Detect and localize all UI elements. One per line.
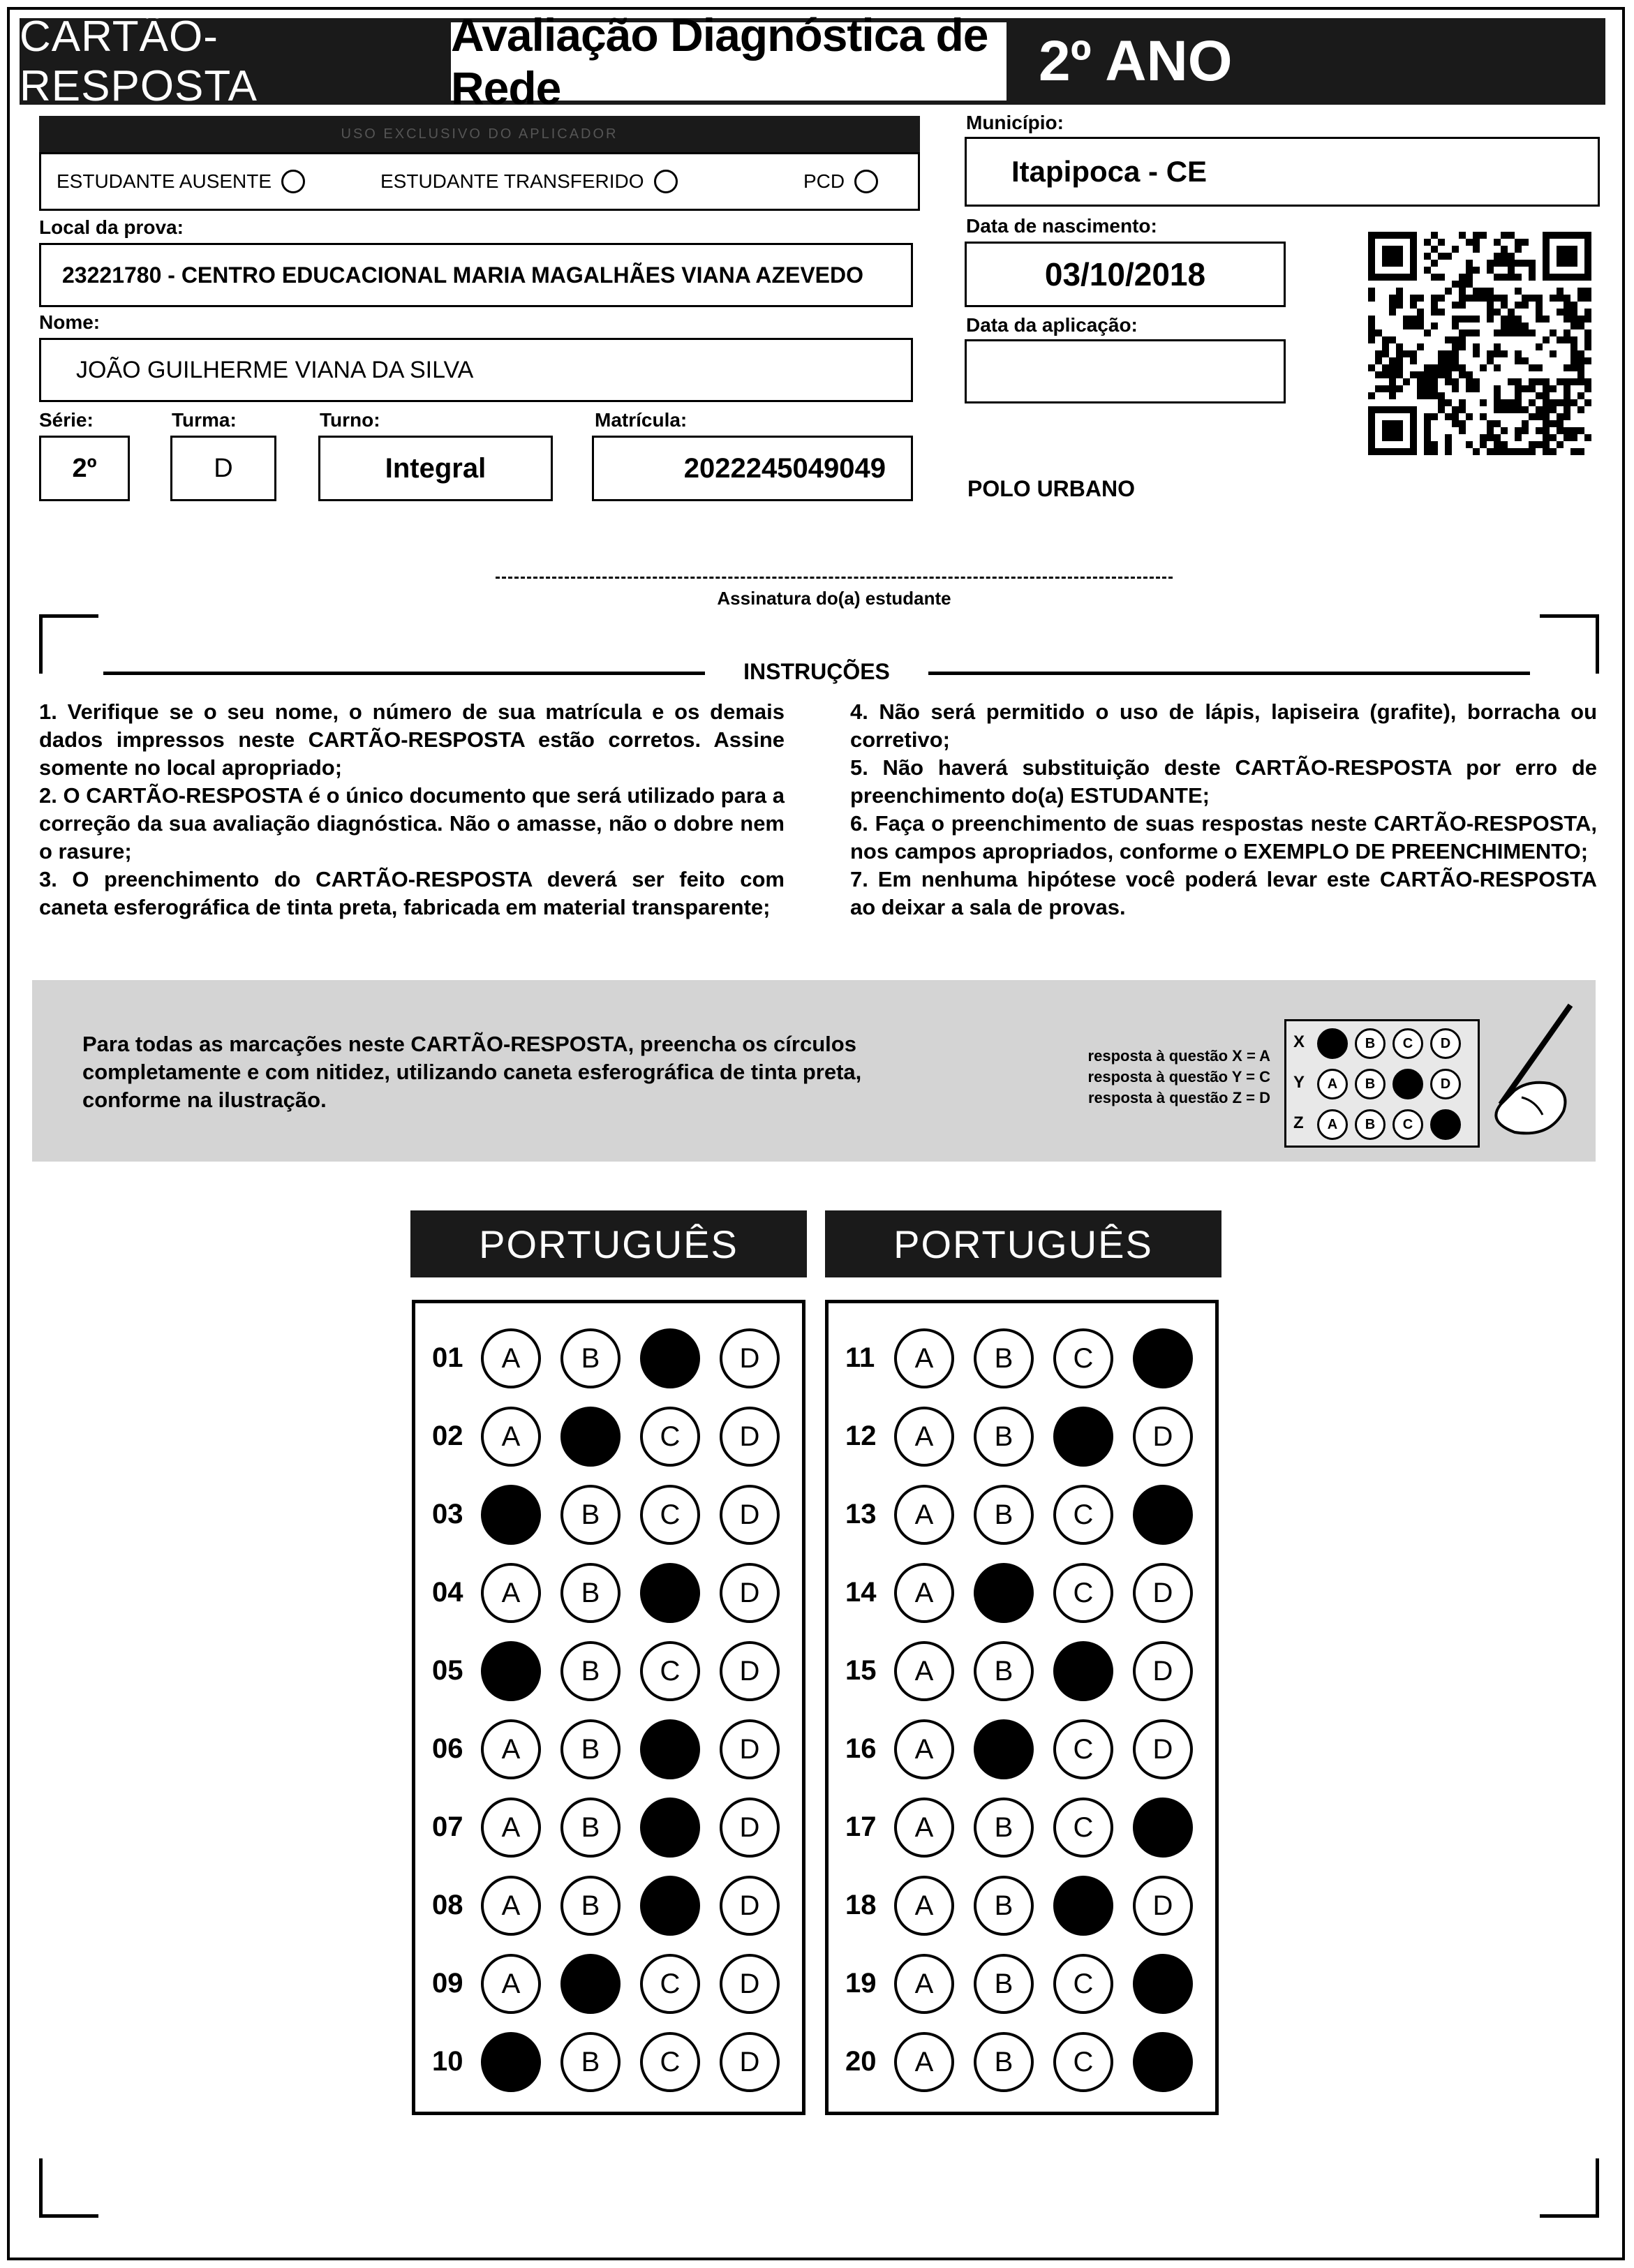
serie-label: Série:	[39, 409, 94, 431]
question-row-16	[829, 1719, 1215, 1782]
bubble-14-b[interactable]	[974, 1563, 1034, 1623]
instruction-5: 5. Não haverá substituição deste CARTÃO-RESPOSTA por erro de preenchimento do(a) ESTUDANTE;	[850, 755, 1597, 808]
serie-value: 2º	[72, 453, 97, 483]
qr-code-icon	[1368, 232, 1591, 455]
example-row-label: Z	[1293, 1113, 1304, 1132]
example-bubble-y-a: A	[1317, 1069, 1348, 1099]
example-bubble-x-a	[1317, 1028, 1348, 1059]
question-number: 01	[432, 1342, 463, 1373]
bubble-12-b[interactable]: B	[974, 1407, 1034, 1467]
question-row-09	[415, 1954, 802, 2017]
instruction-7: 7. Em nenhuma hipótese você poderá levar este CARTÃO-RESPOSTA ao deixar a sala de provas.	[850, 867, 1597, 919]
nascimento-value: 03/10/2018	[1044, 256, 1206, 292]
bubble-04-b[interactable]: B	[560, 1563, 621, 1623]
nascimento-box	[965, 242, 1286, 307]
absent-circle[interactable]	[281, 170, 305, 193]
question-number: 13	[845, 1499, 877, 1529]
bubble-19-a[interactable]: A	[894, 1954, 954, 2014]
bubble-19-d[interactable]	[1133, 1954, 1193, 2014]
bubble-08-d[interactable]: D	[720, 1876, 780, 1936]
question-row-17	[829, 1798, 1215, 1860]
instruction-3: 3. O preenchimento do CARTÃO-RESPOSTA deverá ser feito com caneta esferográfica de tinta preta, fabricada em material transparente;	[39, 867, 785, 919]
bubble-04-a[interactable]: A	[481, 1563, 541, 1623]
pcd-circle[interactable]	[854, 170, 878, 193]
question-number: 16	[845, 1733, 877, 1764]
question-row-03	[415, 1485, 802, 1548]
legend-z: resposta à questão Z = D	[1087, 1089, 1270, 1106]
bubble-12-c[interactable]	[1053, 1407, 1113, 1467]
bubble-06-b[interactable]: B	[560, 1719, 621, 1779]
bubble-10-d[interactable]: D	[720, 2032, 780, 2092]
question-number: 05	[432, 1655, 463, 1686]
bubble-07-c[interactable]	[640, 1798, 700, 1858]
instr-line-right	[928, 672, 1530, 675]
bubble-09-a[interactable]: A	[481, 1954, 541, 2014]
bubble-20-d[interactable]	[1133, 2032, 1193, 2092]
bubble-03-b[interactable]: B	[560, 1485, 621, 1545]
bubble-12-a[interactable]: A	[894, 1407, 954, 1467]
bubble-09-b[interactable]	[560, 1954, 621, 2014]
bubble-05-d[interactable]: D	[720, 1641, 780, 1701]
question-number: 18	[845, 1890, 877, 1920]
bubble-19-c[interactable]: C	[1053, 1954, 1113, 2014]
question-row-18	[829, 1876, 1215, 1939]
bubble-01-b[interactable]: B	[560, 1328, 621, 1388]
question-row-13	[829, 1485, 1215, 1548]
bubble-05-b[interactable]: B	[560, 1641, 621, 1701]
matricula-value: 2022245049049	[683, 452, 886, 484]
status-transferred[interactable]: ESTUDANTE TRANSFERIDO	[380, 170, 678, 193]
example-row-y	[1286, 1066, 1478, 1102]
bubble-11-a[interactable]: A	[894, 1328, 954, 1388]
bubble-05-a[interactable]	[481, 1641, 541, 1701]
card-title: CARTÃO-RESPOSTA	[20, 18, 447, 105]
bubble-12-d[interactable]: D	[1133, 1407, 1193, 1467]
instruction-4: 4. Não será permitido o uso de lápis, lapiseira (grafite), borracha ou corretivo;	[850, 699, 1597, 752]
bubble-15-b[interactable]: B	[974, 1641, 1034, 1701]
example-bubble-z-b: B	[1355, 1109, 1386, 1140]
bubble-18-a[interactable]: A	[894, 1876, 954, 1936]
bubble-10-c[interactable]: C	[640, 2032, 700, 2092]
local-value: 23221780 - CENTRO EDUCACIONAL MARIA MAGALHÃES VIANA AZEVEDO	[62, 262, 864, 288]
nome-box	[39, 338, 913, 402]
bubble-13-d[interactable]	[1133, 1485, 1193, 1545]
turno-box	[318, 436, 553, 501]
bubble-16-b[interactable]	[974, 1719, 1034, 1779]
example-row-label: Y	[1293, 1073, 1305, 1092]
question-number: 09	[432, 1968, 463, 1999]
question-row-05	[415, 1641, 802, 1704]
bubble-03-c[interactable]: C	[640, 1485, 700, 1545]
section-2-title: PORTUGUÊS	[825, 1210, 1221, 1277]
question-row-11	[829, 1328, 1215, 1391]
bubble-07-a[interactable]: A	[481, 1798, 541, 1858]
matricula-box	[592, 436, 913, 501]
bubble-10-b[interactable]: B	[560, 2032, 621, 2092]
bubble-01-a[interactable]: A	[481, 1328, 541, 1388]
corner-bottom-left	[39, 2158, 98, 2218]
bubble-11-b[interactable]: B	[974, 1328, 1034, 1388]
turma-value: D	[214, 453, 233, 483]
instruction-2: 2. O CARTÃO-RESPOSTA é o único documento que será utilizado para a correção da sua avaliação diagnóstica. Não o amasse, não o dobre nem o rasure;	[39, 783, 785, 864]
bubble-11-c[interactable]: C	[1053, 1328, 1113, 1388]
instructions-left	[39, 698, 785, 921]
instr-line-left	[103, 672, 705, 675]
turno-value: Integral	[385, 452, 487, 484]
bubble-18-c[interactable]	[1053, 1876, 1113, 1936]
bubble-01-c[interactable]	[640, 1328, 700, 1388]
example-grid	[1284, 1019, 1480, 1148]
bubble-08-a[interactable]: A	[481, 1876, 541, 1936]
status-absent[interactable]: ESTUDANTE AUSENTE	[57, 170, 305, 193]
applicator-bar: USO EXCLUSIVO DO APLICADOR	[39, 116, 920, 152]
question-row-08	[415, 1876, 802, 1939]
answer-box-1	[412, 1300, 805, 2115]
example-bubble-z-a: A	[1317, 1109, 1348, 1140]
bubble-20-c[interactable]: C	[1053, 2032, 1113, 2092]
turno-label: Turno:	[320, 409, 380, 431]
question-row-10	[415, 2032, 802, 2095]
question-row-06	[415, 1719, 802, 1782]
legend-y: resposta à questão Y = C	[1087, 1068, 1270, 1085]
bubble-20-b[interactable]: B	[974, 2032, 1034, 2092]
municipio-box	[965, 137, 1600, 207]
bubble-04-d[interactable]: D	[720, 1563, 780, 1623]
polo-label: POLO URBANO	[967, 476, 1135, 501]
turma-box	[170, 436, 276, 501]
bubble-17-a[interactable]: A	[894, 1798, 954, 1858]
question-number: 02	[432, 1421, 463, 1451]
example-row-x	[1286, 1025, 1478, 1062]
bubble-07-b[interactable]: B	[560, 1798, 621, 1858]
bubble-14-c[interactable]: C	[1053, 1563, 1113, 1623]
local-box	[39, 243, 913, 307]
bubble-17-c[interactable]: C	[1053, 1798, 1113, 1858]
question-row-20	[829, 2032, 1215, 2095]
aplicacao-label: Data da aplicação:	[966, 314, 1138, 336]
bubble-07-d[interactable]: D	[720, 1798, 780, 1858]
serie-box	[39, 436, 130, 501]
answer-box-2	[825, 1300, 1219, 2115]
example-bubble-x-b: B	[1355, 1028, 1386, 1059]
bubble-09-d[interactable]: D	[720, 1954, 780, 2014]
matricula-label: Matrícula:	[595, 409, 688, 431]
question-row-15	[829, 1641, 1215, 1704]
nome-label: Nome:	[39, 311, 101, 333]
bubble-15-c[interactable]	[1053, 1641, 1113, 1701]
nome-value: JOÃO GUILHERME VIANA DA SILVA	[76, 356, 474, 383]
pen-hand-icon	[1473, 1000, 1577, 1139]
bubble-02-d[interactable]: D	[720, 1407, 780, 1467]
example-bubble-y-d: D	[1430, 1069, 1461, 1099]
bubble-06-d[interactable]: D	[720, 1719, 780, 1779]
question-row-01	[415, 1328, 802, 1391]
bubble-17-b[interactable]: B	[974, 1798, 1034, 1858]
municipio-value: Itapipoca - CE	[1011, 155, 1208, 188]
status-pcd[interactable]: PCD	[803, 170, 878, 193]
question-number: 12	[845, 1421, 877, 1451]
bubble-13-a[interactable]: A	[894, 1485, 954, 1545]
bubble-11-d[interactable]	[1133, 1328, 1193, 1388]
section-1-title: PORTUGUÊS	[410, 1210, 807, 1277]
instructions-right	[850, 698, 1597, 921]
municipio-label: Município:	[966, 112, 1064, 133]
signature-line[interactable]	[496, 577, 1173, 579]
bubble-06-a[interactable]: A	[481, 1719, 541, 1779]
example-row-label: X	[1293, 1032, 1305, 1051]
question-row-19	[829, 1954, 1215, 2017]
question-number: 15	[845, 1655, 877, 1686]
corner-bottom-right	[1540, 2158, 1599, 2218]
bubble-18-b[interactable]: B	[974, 1876, 1034, 1936]
instruction-1: 1. Verifique se o seu nome, o número de sua matrícula e os demais dados impressos neste CARTÃO-RESPOSTA estão corretos. Assine somente no local apropriado;	[39, 699, 785, 780]
question-row-02	[415, 1407, 802, 1469]
example-row-z	[1286, 1106, 1478, 1143]
question-row-14	[829, 1563, 1215, 1626]
bubble-06-c[interactable]	[640, 1719, 700, 1779]
example-legend	[1005, 1046, 1270, 1109]
instruction-6: 6. Faça o preenchimento de suas respostas neste CARTÃO-RESPOSTA, nos campos apropriados, conforme o EXEMPLO DE PREENCHIMENTO;	[850, 811, 1597, 864]
bubble-05-c[interactable]: C	[640, 1641, 700, 1701]
bubble-04-c[interactable]	[640, 1563, 700, 1623]
legend-x: resposta à questão X = A	[1087, 1047, 1270, 1065]
question-number: 17	[845, 1811, 877, 1842]
question-number: 10	[432, 2046, 463, 2077]
bubble-15-d[interactable]: D	[1133, 1641, 1193, 1701]
transferred-circle[interactable]	[654, 170, 678, 193]
question-number: 14	[845, 1577, 877, 1608]
question-number: 07	[432, 1811, 463, 1842]
bubble-02-b[interactable]	[560, 1407, 621, 1467]
bubble-03-d[interactable]: D	[720, 1485, 780, 1545]
bubble-01-d[interactable]: D	[720, 1328, 780, 1388]
example-bubble-z-c: C	[1392, 1109, 1423, 1140]
bubble-13-c[interactable]: C	[1053, 1485, 1113, 1545]
question-number: 20	[845, 2046, 877, 2077]
question-number: 06	[432, 1733, 463, 1764]
signature-label: Assinatura do(a) estudante	[717, 588, 951, 609]
bubble-02-c[interactable]: C	[640, 1407, 700, 1467]
aplicacao-box[interactable]	[965, 339, 1286, 403]
bubble-03-a[interactable]	[481, 1485, 541, 1545]
question-number: 19	[845, 1968, 877, 1999]
bubble-08-b[interactable]: B	[560, 1876, 621, 1936]
example-bubble-y-b: B	[1355, 1069, 1386, 1099]
question-row-04	[415, 1563, 802, 1626]
example-bubble-x-d: D	[1430, 1028, 1461, 1059]
question-number: 08	[432, 1890, 463, 1920]
grade-title: 2º ANO	[1011, 18, 1605, 105]
question-row-12	[829, 1407, 1215, 1469]
corner-top-right	[1540, 614, 1599, 674]
bubble-08-c[interactable]	[640, 1876, 700, 1936]
bubble-09-c[interactable]: C	[640, 1954, 700, 2014]
question-number: 03	[432, 1499, 463, 1529]
bubble-02-a[interactable]: A	[481, 1407, 541, 1467]
example-text: Para todas as marcações neste CARTÃO-RESPOSTA, preencha os círculos completamente e com nitidez, utilizando caneta esferográfica de tinta preta, conforme na ilustração.	[82, 1032, 862, 1112]
bubble-14-d[interactable]: D	[1133, 1563, 1193, 1623]
exam-title: Avaliação Diagnóstica de Rede	[447, 18, 1011, 105]
bubble-16-c[interactable]: C	[1053, 1719, 1113, 1779]
question-number: 04	[432, 1577, 463, 1608]
example-bubble-z-d	[1430, 1109, 1461, 1140]
bubble-14-a[interactable]: A	[894, 1563, 954, 1623]
corner-top-left	[39, 614, 98, 674]
turma-label: Turma:	[172, 409, 237, 431]
bubble-15-a[interactable]: A	[894, 1641, 954, 1701]
instructions-title: INSTRUÇÕES	[743, 659, 890, 684]
question-row-07	[415, 1798, 802, 1860]
example-bubble-x-c: C	[1392, 1028, 1423, 1059]
bubble-17-d[interactable]	[1133, 1798, 1193, 1858]
bubble-18-d[interactable]: D	[1133, 1876, 1193, 1936]
bubble-10-a[interactable]	[481, 2032, 541, 2092]
bubble-16-d[interactable]: D	[1133, 1719, 1193, 1779]
local-label: Local da prova:	[39, 216, 184, 238]
status-box	[39, 152, 920, 211]
bubble-20-a[interactable]: A	[894, 2032, 954, 2092]
bubble-19-b[interactable]: B	[974, 1954, 1034, 2014]
bubble-16-a[interactable]: A	[894, 1719, 954, 1779]
example-bubble-y-c	[1392, 1069, 1423, 1099]
nascimento-label: Data de nascimento:	[966, 215, 1157, 237]
bubble-13-b[interactable]: B	[974, 1485, 1034, 1545]
question-number: 11	[845, 1342, 875, 1373]
